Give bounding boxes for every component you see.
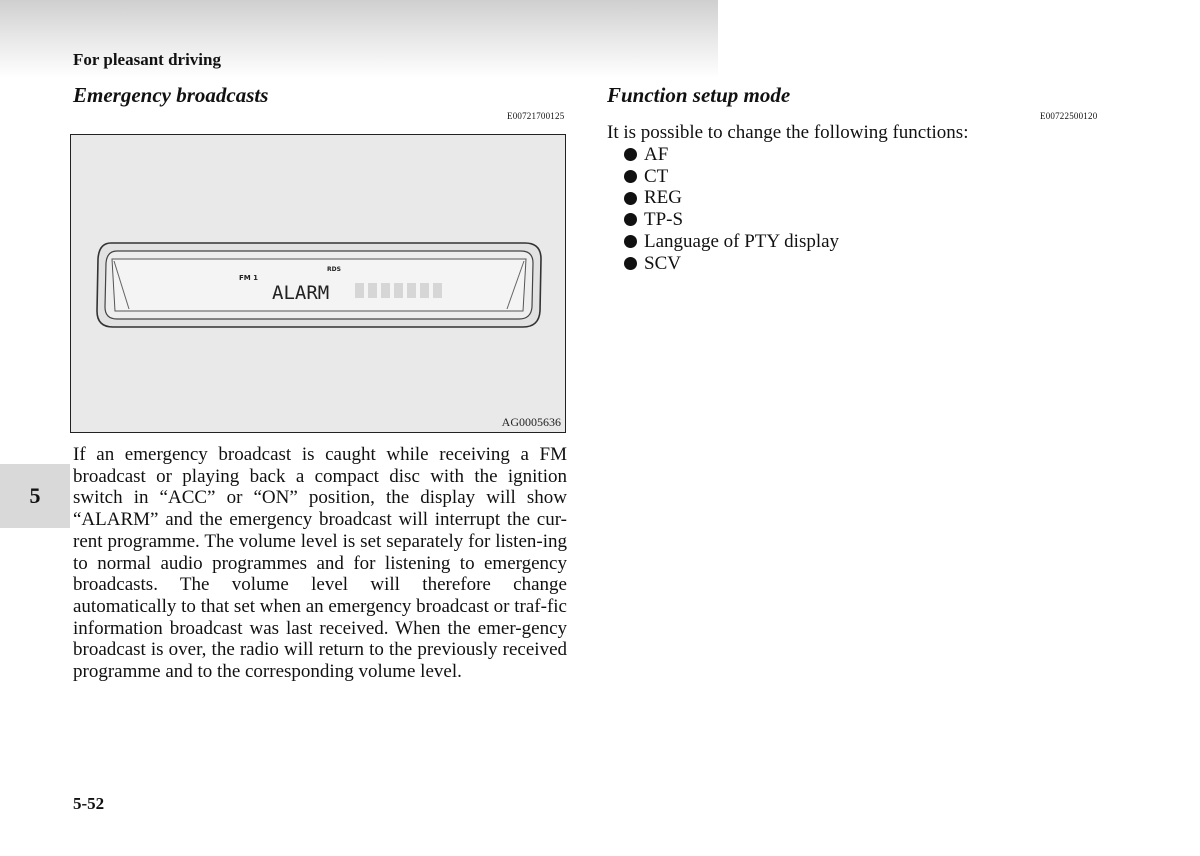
display-alarm-message: ALARM [272,282,330,304]
function-label: TP-S [644,209,684,231]
reference-code-right: E00722500120 [1040,111,1098,121]
list-item [624,231,839,253]
list-item [624,253,839,275]
function-label: SCV [644,252,681,274]
bullet-icon [624,213,637,226]
radio-display-figure [70,134,566,433]
function-intro-text: It is possible to change the following functions: [607,122,969,143]
emergency-broadcast-description: If an emergency broadcast is caught while receiving a FM broadcast or playing back a compact disc with the ignition switch in “ACC” or “ON” position, the display will show “ALARM” and the emergency broadcast will interrupt the cur-rent programme. The volume level is set separately for listen-ing to normal audio programmes and for listening to emergency broadcasts. The volume level will therefore change automatically to that set when an emergency broadcast or traf-fic information broadcast was last received. When the emer-gency broadcast is over, the radio will return to the previously received programme and to the corresponding volume level. [73,444,567,683]
figure-id: AG0005636 [501,415,561,429]
bullet-icon [624,235,637,248]
function-label: REG [644,187,682,209]
list-item [624,144,839,166]
reference-code-left: E00721700125 [507,111,565,121]
list-item [624,187,839,209]
function-label: Language of PTY display [644,230,840,252]
section-label: For pleasant driving [73,50,221,69]
display-band-label: FM 1 [239,274,259,282]
radio-display-illustration [71,135,567,434]
bullet-icon [624,257,637,270]
list-item [624,166,839,188]
bullet-icon [624,192,637,205]
page-number: 5-52 [73,794,105,813]
bullet-icon [624,148,637,161]
heading-function-setup-mode: Function setup mode [607,83,791,107]
function-label: CT [644,165,669,187]
heading-emergency-broadcasts: Emergency broadcasts [73,83,269,107]
display-empty-segments [355,283,442,298]
function-list [624,144,839,274]
chapter-number: 5 [29,483,41,508]
display-rds-indicator: RDS [327,266,341,273]
bullet-icon [624,170,637,183]
function-label: AF [644,144,669,165]
list-item [624,209,839,231]
